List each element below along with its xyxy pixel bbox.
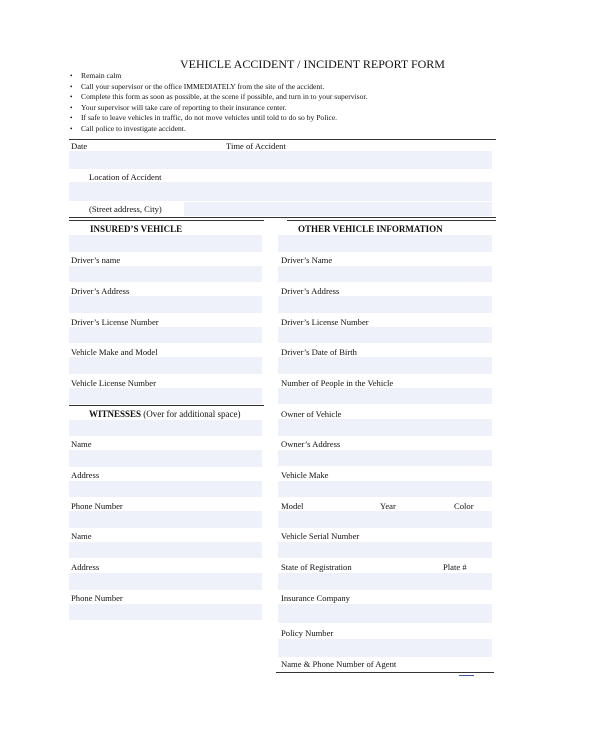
instruction-item: • Call your supervisor or the office IMMEDIATELY from the site of the accident.	[70, 82, 367, 93]
divider-line	[69, 220, 264, 221]
instruction-item: • Your supervisor will take care of reporting to their insurance center.	[70, 103, 367, 114]
other-state-plate-field[interactable]	[278, 573, 492, 590]
page-mark	[459, 675, 474, 676]
witness-2-address-label: Address	[71, 562, 100, 572]
other-insurance-label: Insurance Company	[281, 593, 350, 603]
other-dob-field[interactable]	[278, 357, 492, 374]
other-insurance-field[interactable]	[278, 604, 492, 623]
other-model-year-color-field[interactable]	[278, 511, 492, 528]
instruction-item: • If safe to leave vehicles in traffic, do not move vehicles until told to do so by Police.	[70, 113, 367, 124]
insured-make-model-field[interactable]	[69, 357, 262, 374]
street-field[interactable]	[184, 202, 492, 216]
other-model-label: Model	[281, 501, 304, 511]
other-owner-field[interactable]	[278, 419, 492, 436]
instructions-list	[70, 71, 367, 135]
other-drivers-address-label: Driver’s Address	[281, 286, 340, 296]
divider-line	[287, 220, 496, 221]
insured-drivers-name-field[interactable]	[69, 266, 262, 282]
location-label: Location of Accident	[89, 172, 162, 182]
witness-1-phone-label: Phone Number	[71, 501, 123, 511]
witness-2-phone-label: Phone Number	[71, 593, 123, 603]
witnesses-note: (Over for additional space)	[143, 409, 241, 419]
insured-header-field	[69, 235, 262, 252]
insured-vehicle-license-label: Vehicle License Number	[71, 378, 156, 388]
other-color-label: Color	[454, 501, 474, 511]
witness-2-phone-field[interactable]	[69, 604, 262, 620]
insured-license-number-field[interactable]	[69, 327, 262, 343]
witness-2-name-field[interactable]	[69, 542, 262, 558]
other-license-number-field[interactable]	[278, 327, 492, 343]
insured-license-number-label: Driver’s License Number	[71, 317, 159, 327]
divider-line	[221, 139, 496, 140]
witness-1-address-label: Address	[71, 470, 100, 480]
divider-line	[69, 405, 264, 406]
form-title: VEHICLE ACCIDENT / INCIDENT REPORT FORM	[180, 57, 445, 71]
location-field[interactable]	[69, 182, 492, 201]
other-state-label: State of Registration	[281, 562, 352, 572]
witness-2-name-label: Name	[71, 531, 92, 541]
other-dob-label: Driver’s Date of Birth	[281, 347, 357, 357]
divider-line	[69, 217, 496, 218]
other-owner-label: Owner of Vehicle	[281, 409, 342, 419]
other-year-label: Year	[380, 501, 396, 511]
other-policy-field[interactable]	[278, 639, 492, 657]
street-label: (Street address, City)	[89, 204, 162, 214]
other-make-field[interactable]	[278, 481, 492, 497]
instruction-item: • Remain calm	[70, 71, 367, 82]
witnesses-header	[89, 409, 241, 419]
other-license-number-label: Driver’s License Number	[281, 317, 369, 327]
other-owner-address-field[interactable]	[278, 450, 492, 466]
insured-drivers-address-label: Driver’s Address	[71, 286, 130, 296]
witness-2-address-field[interactable]	[69, 573, 262, 590]
insured-vehicle-header: INSURED’S VEHICLE	[90, 224, 183, 234]
divider-line	[276, 672, 494, 673]
other-drivers-name-label: Driver’s Name	[281, 255, 333, 265]
instruction-item: • Complete this form as soon as possible, at the scene if possible, and turn in to your supervisor.	[70, 92, 367, 103]
time-field[interactable]	[221, 151, 492, 169]
insured-drivers-name-label: Driver’s name	[71, 255, 121, 265]
witnesses-header-field	[69, 420, 262, 436]
date-field[interactable]	[69, 151, 222, 169]
witness-1-name-field[interactable]	[69, 450, 262, 467]
other-drivers-address-field[interactable]	[278, 296, 492, 313]
other-make-label: Vehicle Make	[281, 470, 329, 480]
other-serial-field[interactable]	[278, 542, 492, 558]
other-vehicle-header: OTHER VEHICLE INFORMATION	[298, 224, 443, 234]
other-header-field	[278, 235, 492, 252]
other-people-field[interactable]	[278, 388, 492, 404]
other-people-label: Number of People in the Vehicle	[281, 378, 394, 388]
insured-vehicle-license-field[interactable]	[69, 388, 262, 404]
witness-1-name-label: Name	[71, 439, 92, 449]
other-agent-label: Name & Phone Number of Agent	[281, 659, 397, 669]
witness-1-phone-field[interactable]	[69, 511, 262, 528]
other-policy-label: Policy Number	[281, 628, 334, 638]
insured-make-model-label: Vehicle Make and Model	[71, 347, 158, 357]
other-owner-address-label: Owner’s Address	[281, 439, 341, 449]
date-label: Date	[71, 141, 88, 151]
instruction-item: • Call police to investigate accident.	[70, 124, 367, 135]
other-serial-label: Vehicle Serial Number	[281, 531, 360, 541]
other-drivers-name-field[interactable]	[278, 266, 492, 282]
divider-line	[69, 139, 222, 140]
insured-drivers-address-field[interactable]	[69, 296, 262, 313]
other-plate-label: Plate #	[443, 562, 467, 572]
time-label: Time of Accident	[226, 141, 286, 151]
witness-1-address-field[interactable]	[69, 481, 262, 497]
witnesses-title: WITNESSES	[89, 409, 142, 419]
